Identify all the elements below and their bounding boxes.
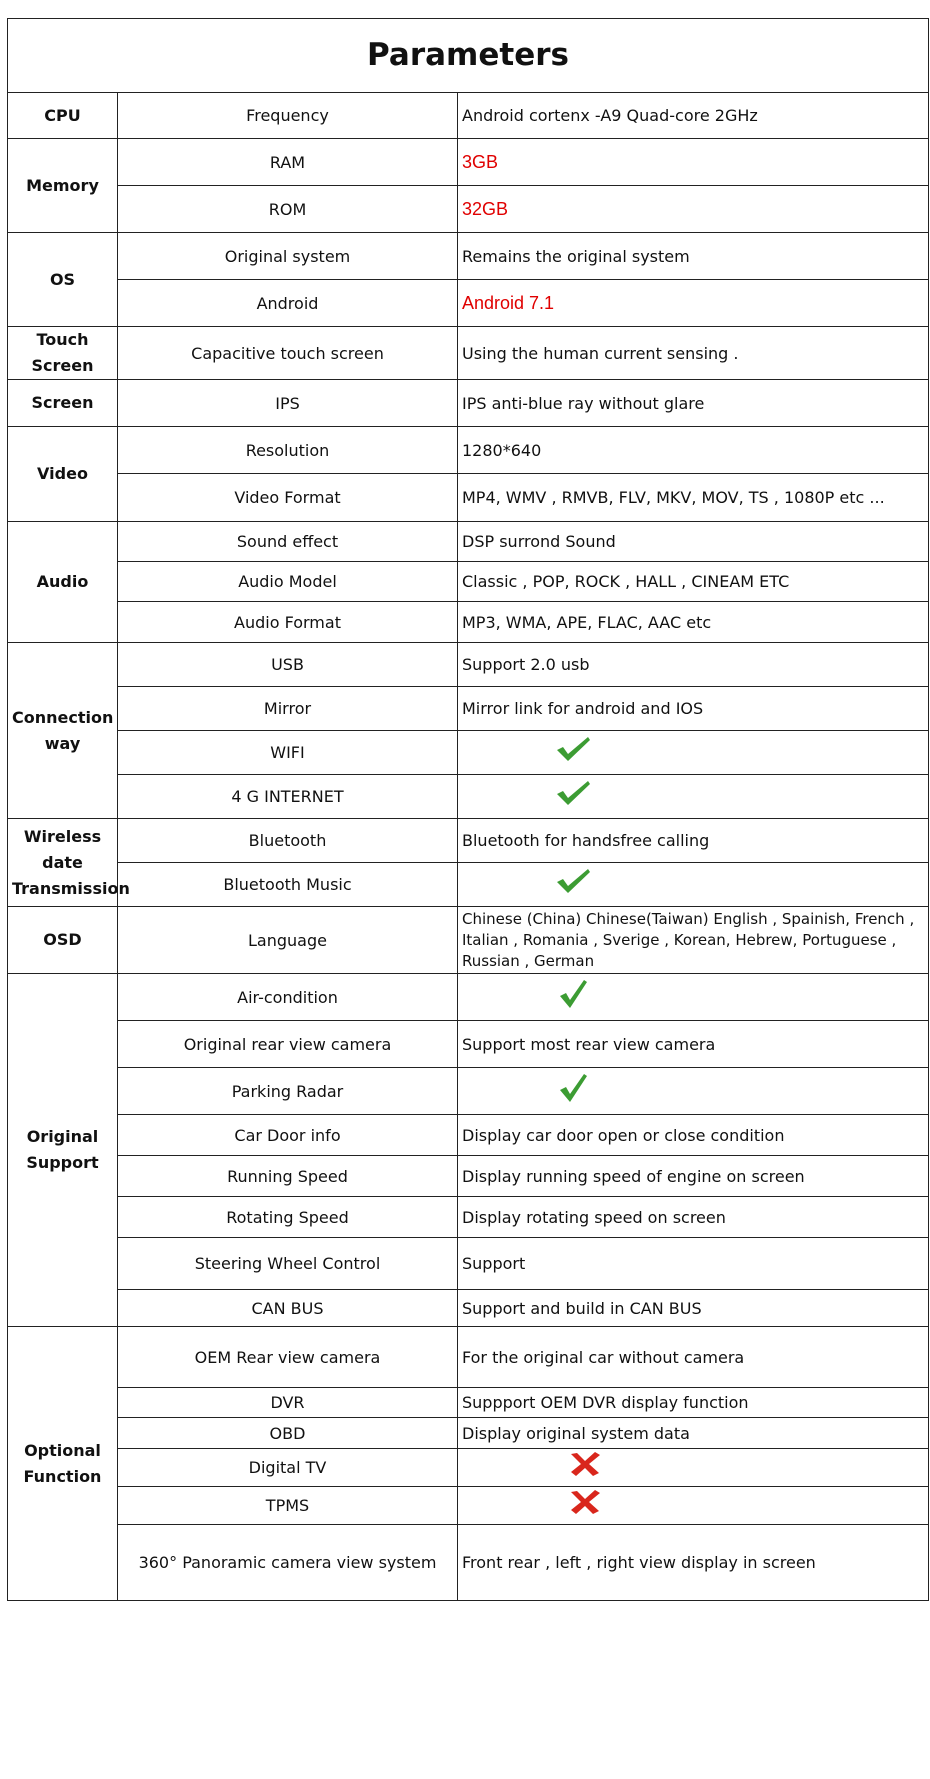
feature-capacitive: Capacitive touch screen xyxy=(118,327,458,380)
feature-audio-format: Audio Format xyxy=(118,602,458,643)
page-title: Parameters xyxy=(8,19,929,93)
category-connection: Connection way xyxy=(8,643,118,819)
value-android: Android 7.1 xyxy=(458,280,929,327)
feature-digital-tv: Digital TV xyxy=(118,1449,458,1487)
feature-rom: ROM xyxy=(118,186,458,233)
value-panoramic-camera: Front rear , left , right view display in screen xyxy=(458,1525,929,1601)
category-video: Video xyxy=(8,427,118,522)
category-audio: Audio xyxy=(8,522,118,643)
value-bluetooth: Bluetooth for handsfree calling xyxy=(458,819,929,863)
check-icon xyxy=(558,1073,588,1103)
value-running-speed: Display running speed of engine on screen xyxy=(458,1156,929,1197)
value-tpms xyxy=(458,1487,929,1525)
category-original-support: Original Support xyxy=(8,974,118,1327)
feature-ips: IPS xyxy=(118,380,458,427)
parameters-table xyxy=(7,18,929,1601)
feature-bluetooth: Bluetooth xyxy=(118,819,458,863)
value-obd: Display original system data xyxy=(458,1418,929,1449)
category-cpu: CPU xyxy=(8,93,118,139)
check-icon xyxy=(555,779,591,807)
value-resolution: 1280*640 xyxy=(458,427,929,474)
category-screen: Screen xyxy=(8,380,118,427)
feature-frequency: Frequency xyxy=(118,93,458,139)
parameters-sheet xyxy=(7,18,928,1776)
feature-running-speed: Running Speed xyxy=(118,1156,458,1197)
feature-can-bus: CAN BUS xyxy=(118,1290,458,1327)
feature-bluetooth-music: Bluetooth Music xyxy=(118,863,458,907)
feature-usb: USB xyxy=(118,643,458,687)
value-audio-format: MP3, WMA, APE, FLAC, AAC etc xyxy=(458,602,929,643)
feature-parking-radar: Parking Radar xyxy=(118,1068,458,1115)
value-original-system: Remains the original system xyxy=(458,233,929,280)
feature-audio-model: Audio Model xyxy=(118,562,458,602)
feature-air-condition: Air-condition xyxy=(118,974,458,1021)
feature-mirror: Mirror xyxy=(118,687,458,731)
value-can-bus: Support and build in CAN BUS xyxy=(458,1290,929,1327)
value-steering-wheel: Support xyxy=(458,1238,929,1290)
feature-language: Language xyxy=(118,907,458,974)
value-rom: 32GB xyxy=(458,186,929,233)
cross-icon xyxy=(568,1489,602,1515)
value-audio-model: Classic , POP, ROCK , HALL , CINEAM ETC xyxy=(458,562,929,602)
check-icon xyxy=(558,979,588,1009)
value-ram: 3GB xyxy=(458,139,929,186)
value-dvr: Suppport OEM DVR display function xyxy=(458,1388,929,1418)
category-os: OS xyxy=(8,233,118,327)
feature-android: Android xyxy=(118,280,458,327)
feature-resolution: Resolution xyxy=(118,427,458,474)
feature-original-rear-camera: Original rear view camera xyxy=(118,1021,458,1068)
value-language: Chinese (China) Chinese(Taiwan) English , Spainish, French , Italian , Romania , Sverige , Korean, Hebrew, Portuguese , Russian , German xyxy=(458,907,929,974)
value-air-condition xyxy=(458,974,929,1021)
feature-oem-rear-camera: OEM Rear view camera xyxy=(118,1327,458,1388)
value-bluetooth-music xyxy=(458,863,929,907)
category-touch-screen: Touch Screen xyxy=(8,327,118,380)
feature-tpms: TPMS xyxy=(118,1487,458,1525)
feature-4g-internet: 4 G INTERNET xyxy=(118,775,458,819)
value-digital-tv xyxy=(458,1449,929,1487)
value-4g-internet xyxy=(458,775,929,819)
category-memory: Memory xyxy=(8,139,118,233)
feature-sound-effect: Sound effect xyxy=(118,522,458,562)
category-wireless: Wireless date Transmission xyxy=(8,819,118,907)
feature-panoramic-camera: 360° Panoramic camera view system xyxy=(118,1525,458,1601)
value-ips: IPS anti-blue ray without glare xyxy=(458,380,929,427)
feature-rotating-speed: Rotating Speed xyxy=(118,1197,458,1238)
check-icon xyxy=(555,867,591,895)
feature-dvr: DVR xyxy=(118,1388,458,1418)
check-icon xyxy=(555,735,591,763)
category-optional-function: Optional Function xyxy=(8,1327,118,1601)
feature-wifi: WIFI xyxy=(118,731,458,775)
feature-steering-wheel: Steering Wheel Control xyxy=(118,1238,458,1290)
feature-ram: RAM xyxy=(118,139,458,186)
value-wifi xyxy=(458,731,929,775)
value-capacitive: Using the human current sensing . xyxy=(458,327,929,380)
value-oem-rear-camera: For the original car without camera xyxy=(458,1327,929,1388)
feature-original-system: Original system xyxy=(118,233,458,280)
value-usb: Support 2.0 usb xyxy=(458,643,929,687)
feature-video-format: Video Format xyxy=(118,474,458,522)
feature-car-door: Car Door info xyxy=(118,1115,458,1156)
value-video-format: MP4, WMV , RMVB, FLV, MKV, MOV, TS , 1080P etc ... xyxy=(458,474,929,522)
value-parking-radar xyxy=(458,1068,929,1115)
cross-icon xyxy=(568,1451,602,1477)
value-mirror: Mirror link for android and IOS xyxy=(458,687,929,731)
value-rotating-speed: Display rotating speed on screen xyxy=(458,1197,929,1238)
category-osd: OSD xyxy=(8,907,118,974)
value-frequency: Android cortenx -A9 Quad-core 2GHz xyxy=(458,93,929,139)
feature-obd: OBD xyxy=(118,1418,458,1449)
value-original-rear-camera: Support most rear view camera xyxy=(458,1021,929,1068)
value-car-door: Display car door open or close condition xyxy=(458,1115,929,1156)
value-sound-effect: DSP surrond Sound xyxy=(458,522,929,562)
